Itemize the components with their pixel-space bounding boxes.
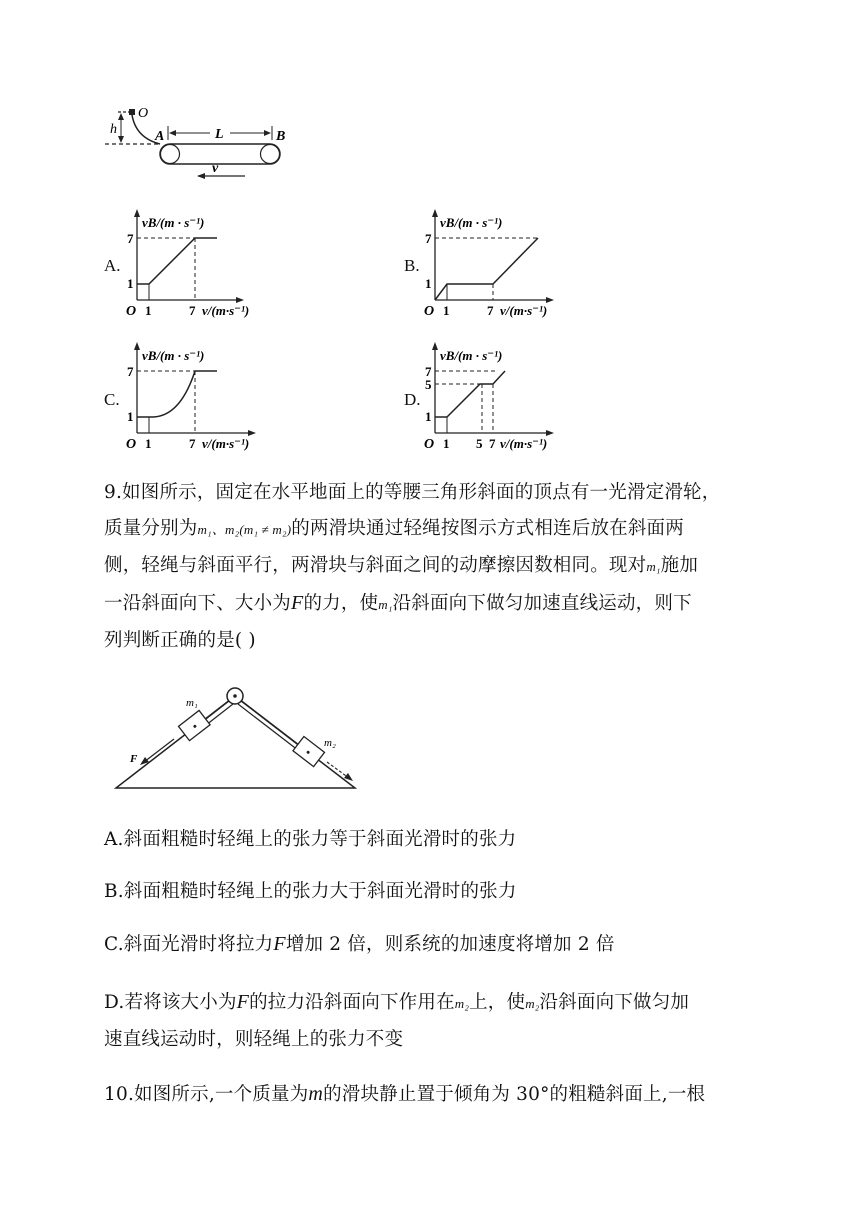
x-axis-label: v/(m·s⁻¹) <box>500 303 548 318</box>
x-tick: 7 <box>189 303 196 318</box>
option-a-letter: A. <box>104 256 121 275</box>
conveyor-belt-figure <box>100 100 300 190</box>
y-tick: 7 <box>425 231 432 246</box>
x-tick: 5 <box>476 436 483 451</box>
y-tick: 7 <box>425 364 432 379</box>
q9-line-4: 一沿斜面向下、大小为F的力，使m₁沿斜面向下做匀加速直线运动，则下 <box>104 592 692 614</box>
y-tick: 1 <box>425 276 432 291</box>
graph-option-c <box>122 338 272 453</box>
label-h: h <box>110 122 117 137</box>
y-axis-label: vB/(m · s⁻¹) <box>142 215 205 230</box>
y-tick: 1 <box>127 276 134 291</box>
q9-option-a: A.斜面粗糙时轻绳上的张力等于斜面光滑时的张力 <box>104 829 517 850</box>
label-F: F <box>130 753 138 765</box>
q9-line-3: 侧，轻绳与斜面平行，两滑块与斜面之间的动摩擦因数相同。现对m₁施加 <box>104 555 699 576</box>
q9-option-b: B.斜面粗糙时轻绳上的张力大于斜面光滑时的张力 <box>104 881 517 902</box>
label-v: v <box>212 161 219 176</box>
label-m2: m₂ <box>324 737 336 749</box>
x-axis-label: v/(m·s⁻¹) <box>202 303 250 318</box>
label-B: B <box>276 129 286 144</box>
y-tick: 7 <box>127 364 134 379</box>
graph-option-a <box>122 205 272 320</box>
option-c-letter: C. <box>104 390 120 409</box>
label-L: L <box>215 127 224 142</box>
y-axis-label: vB/(m · s⁻¹) <box>142 348 205 363</box>
y-tick: 5 <box>425 377 432 392</box>
q9-option-c: C.斜面光滑时将拉力F增加 2 倍，则系统的加速度将增加 2 倍 <box>104 933 615 955</box>
q9-line-5: 列判断正确的是( ) <box>104 630 256 651</box>
x-axis-label: v/(m·s⁻¹) <box>202 436 250 451</box>
y-tick: 1 <box>425 409 432 424</box>
label-O: O <box>138 106 149 121</box>
x-tick: 7 <box>487 303 494 318</box>
origin-label: O <box>424 437 435 452</box>
origin-label: O <box>126 304 137 319</box>
x-tick: 1 <box>145 303 152 318</box>
origin-label: O <box>424 304 435 319</box>
q9-option-d: D.若将该大小为F的拉力沿斜面向下作用在m₂上，使m₂沿斜面向下做匀加 速直线运动时，则轻绳上的张力不变 <box>104 991 690 1050</box>
y-axis-label: vB/(m · s⁻¹) <box>440 215 503 230</box>
incline-pulley-figure <box>112 682 362 794</box>
x-axis-label: v/(m·s⁻¹) <box>500 436 548 451</box>
label-A: A <box>155 129 165 144</box>
x-tick: 7 <box>189 436 196 451</box>
graph-option-b <box>420 205 570 320</box>
question-10-text: 10.如图所示,一个质量为m的滑块静止置于倾角为 30°的粗糙斜面上,一根 <box>104 1083 706 1105</box>
origin-label: O <box>126 437 137 452</box>
question-9-text <box>104 475 764 659</box>
x-tick: 1 <box>443 303 450 318</box>
q9-line-2: 质量分别为m₁、m₂(m₁ ≠ m₂)的两滑块通过轻绳按图示方式相连后放在斜面两 <box>104 518 684 539</box>
x-tick: 1 <box>145 436 152 451</box>
x-tick: 7 <box>489 436 496 451</box>
graph-option-d <box>420 338 570 453</box>
option-b-letter: B. <box>404 256 420 275</box>
y-axis-label: vB/(m · s⁻¹) <box>440 348 503 363</box>
y-tick: 1 <box>127 409 134 424</box>
q9-line-1: 9.如图所示，固定在水平地面上的等腰三角形斜面的顶点有一光滑定滑轮， <box>104 482 721 503</box>
y-tick: 7 <box>127 231 134 246</box>
label-m1: m₁ <box>186 697 198 709</box>
option-d-letter: D. <box>404 390 421 409</box>
x-tick: 1 <box>443 436 450 451</box>
